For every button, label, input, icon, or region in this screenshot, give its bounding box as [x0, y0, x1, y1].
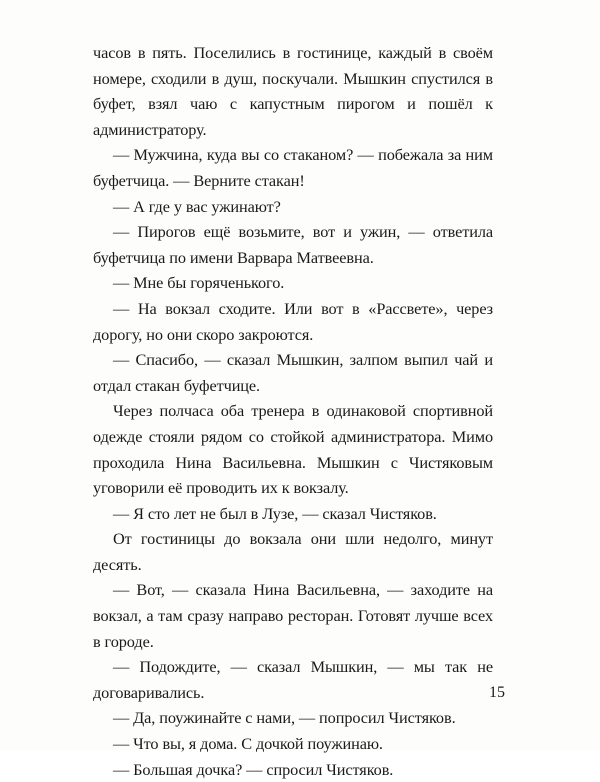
paragraph: — Да, поужинайте с нами, — попросил Чистяков. [113, 708, 456, 728]
paragraph: — Мужчина, куда вы со стаканом? — побежала за ним буфетчица. — Верните стакан! [93, 145, 493, 190]
paragraph: — Спасибо, — сказал Мышкин, залпом выпил чай и отдал стакан буфетчице. [93, 350, 493, 395]
paragraph: часов в пять. Поселились в гостинице, каждый в своём номере, сходили в душ, поскучали. Мышкин спустился в буфет, взял чаю с капустным пирогом и пошёл к администратору. [93, 43, 493, 139]
paragraph: Через полчаса оба тренера в одинаковой спортивной одежде стояли рядом со стойкой администратора. Мимо проходила Нина Васильевна. Мышкин с Чистяковым уговорили её проводить их к вокзалу. [93, 401, 493, 498]
paragraph: — Я сто лет не был в Лузе, — сказал Чистяков. [113, 503, 437, 523]
paragraph: — Что вы, я дома. С дочкой поужинаю. [113, 734, 383, 754]
paragraph: — На вокзал сходите. Или вот в «Рассвете», через дорогу, но они скоро закроются. [93, 298, 493, 344]
paragraph: От гостиницы до вокзала они шли недолго, минут десять. [93, 529, 493, 574]
paragraph: — Подождите, — сказал Мышкин, — мы так не договаривались. [93, 657, 493, 702]
paragraph: — Большая дочка? — спросил Чистяков. [113, 759, 394, 779]
paragraph: — Пирогов ещё возьмите, вот и ужин, — ответила буфетчица по имени Варвара Матвеевна. [93, 222, 493, 267]
paragraph: — Вот, — сказала Нина Васильевна, — заходите на вокзал, а там сразу направо ресторан. Готовят лучше всех в городе. [93, 580, 493, 651]
body-text [93, 40, 493, 782]
page-number: 15 [489, 684, 505, 701]
paragraph: — А где у вас ужинают? [113, 196, 281, 216]
paragraph: — Мне бы горяченького. [113, 273, 285, 293]
